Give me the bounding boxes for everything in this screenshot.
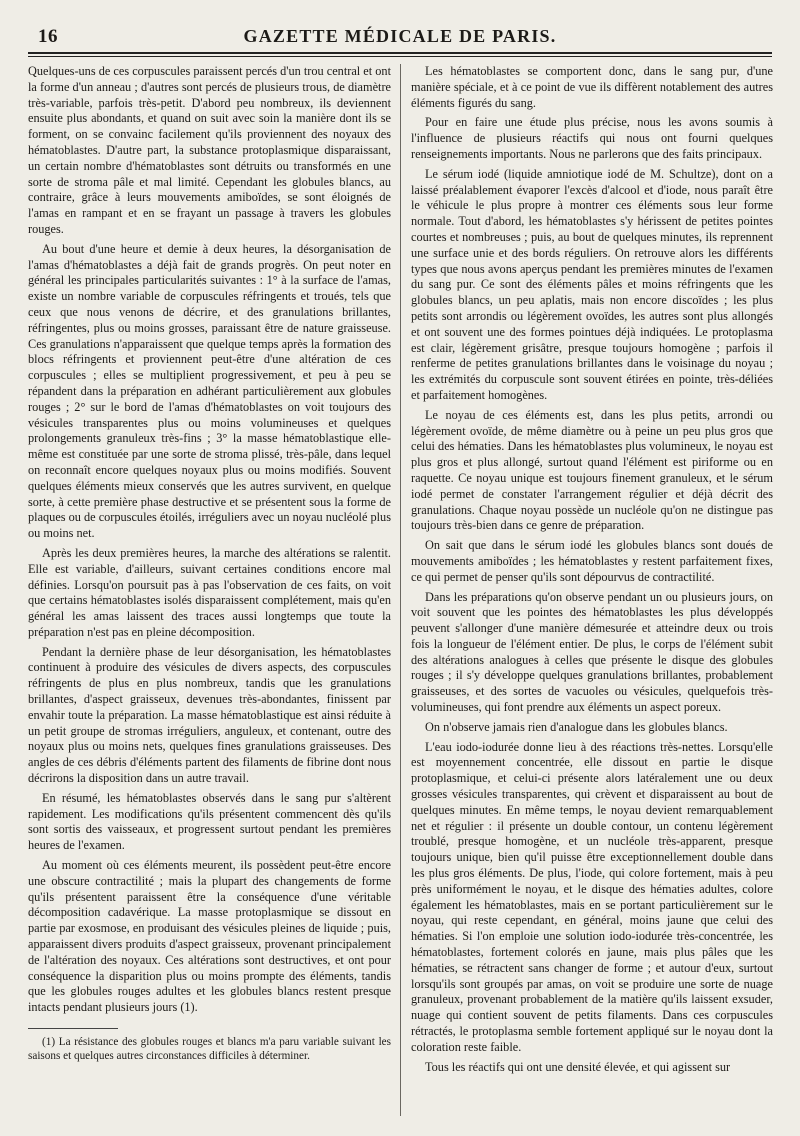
paragraph: Au bout d'une heure et demie à deux heures, la désorganisation de l'amas d'hématoblastes a déjà fait de grands progrès. On peut noter en général les principales particularités suivantes : 1° à la surface de l'amas, existe un nombre variable de corpuscules réfringents et troués, tels que ceux que nous venons de décrire, et des granulations brillantes, réfringentes, plus ou moins grosses, paraissant être de nature graisseuse. Ces granulations n'apparaissent que quelque temps après la formation des blocs réfringents et proviennent peut-être d'une altération de ces corpuscules ; elles se multiplient progressivement, et peu à peu se répandent dans la préparation en adhérant particulièrement aux globules rouges ; 2° sur le bord de l'amas d'hématoblastes on voit toujours des vésicules transparentes plus ou moins volumineuses et quelques prolongements granuleux très-fins ; 3° la masse hématoblastique elle-même est constituée par une sorte de stroma plissé, très-pâle, dans lequel on reconnaît encore quelques noyaux plus ou moins modifiés. Souvent quelques éléments mieux conservés que les autres survivent, en quelque sorte, à cette première phase destructive et se présentent sous la forme de plaques ou de corpuscules étoilés, irréguliers avec un noyau nucléolé plus ou moins net. bbox=[28, 241, 391, 541]
footnote: (1) La résistance des globules rouges et blancs m'a paru variable suivant les saisons et quelques autres circonstances difficiles à déterminer. bbox=[28, 1036, 391, 1063]
paragraph: En résumé, les hématoblastes observés dans le sang pur s'altèrent rapidement. Les modifications qu'ils présentent commencent dès qu'ils sont sortis des vaisseaux, et progressent surtout pendant les premières heures de l'examen. bbox=[28, 790, 391, 853]
paragraph: On n'observe jamais rien d'analogue dans les globules blancs. bbox=[425, 719, 728, 734]
paragraph: Après les deux premières heures, la marche des altérations se ralentit. Elle est variable, d'ailleurs, suivant certaines conditions encore mal définies. Lorsqu'on poursuit pas à pas l'observation de ces faits, on voit que certains hématoblastes isolés disparaissent complétement, mais qu'en général les amas laissent des traces aussi longtemps que toute la préparation n'est pas en pleine décomposition. bbox=[28, 545, 391, 639]
paragraph: Tous les réactifs qui ont une densité élevée, et qui agissent sur bbox=[425, 1059, 731, 1074]
paragraph: Au moment où ces éléments meurent, ils possèdent peut-être encore une obscure contractilité ; mais la plupart des changements de forme qu'ils présentent paraissent être la conséquence d'une véritable décomposition cadavérique. La masse protoplasmique se dissout en partie par exosmose, en produisant des vésicules pleines de liquide ; puis, apparaissent divers produits d'aspect graisseux, provenant principalement de l'altération des noyaux. Ces altérations sont destructives, et ont pour conséquence la disparition plus ou moins prompte des éléments, tandis que les globules rouges adultes et les globules blancs restent presque intacts pendant plusieurs jours (1). bbox=[28, 858, 391, 1015]
paragraph: Pendant la dernière phase de leur désorganisation, les hématoblastes continuent à produire des vésicules de divers aspects, des corpuscules réfringents de plus en plus nombreux, tandis que les granulations brillantes, d'aspect graisseux, devenues très-abondantes, finissent par envahir toute la préparation. La masse hématoblastique est ainsi réduite à un petit groupe de stromas irréguliers, anguleux, et contenant, outre des noyaux plus ou moins nets, quelques fines granulations graisseuses. Des angles de ces débris d'éléments partent des filaments de fibrine dont nous décrirons la disposition dans un autre travail. bbox=[28, 644, 391, 786]
left-column bbox=[28, 64, 391, 1067]
journal-title: GAZETTE MÉDICALE DE PARIS. bbox=[243, 26, 557, 46]
page-header bbox=[28, 26, 772, 48]
column-divider bbox=[400, 64, 401, 1116]
paragraph: Le noyau de ces éléments est, dans les plus petits, arrondi ou légèrement ovoïde, de même diamètre ou à peine un peu plus gros que celui des hématies. Dans les hématoblastes plus volumineux, le noyau est plus gros et plus allongé, surtout quand l'élément est piriforme ou en raquette. Ce noyau unique est toujours finement granuleux, et le sérum iodé permet de constater l'arrangement régulier et déjà décrit des granulations. Chaque noyau possède un nucléole qu'on ne distingue pas toujours très-bien dans ce genre de préparation. bbox=[411, 407, 773, 533]
paragraph: Les hématoblastes se comportent donc, dans le sang pur, d'une manière spéciale, et à ce point de vue ils diffèrent notablement des autres éléments figurés du sang. bbox=[411, 64, 773, 110]
right-column bbox=[411, 64, 773, 1079]
page-number: 16 bbox=[38, 26, 58, 47]
paragraph: Dans les préparations qu'on observe pendant un ou plusieurs jours, on voit souvent que les pointes des hématoblastes les plus développés peuvent s'allonger d'une manière démesurée et atteindre deux ou trois fois la longueur de l'élément entier. De plus, le corps de l'élément subit des altérations analogues à celles que présente le disque des globules rouges ; il s'y développe quelques granulations brillantes, probablement graisseuses, et des sortes de vacuoles ou vésicules, quelquefois très-volumineuses, qui font prendre aux éléments un aspect poreux. bbox=[411, 589, 773, 715]
header-rule bbox=[28, 52, 772, 57]
paragraph: Quelques-uns de ces corpuscules paraissent percés d'un trou central et ont la forme d'un anneau ; d'autres sont percés de plusieurs trous, de diamètre très-variable, parfois très-petit. D'abord peu nombreux, ils deviennent ensuite plus abondants, et quand on suit avec soin la manière dont ils se forment, on se convainc facilement qu'ils proviennent des noyaux des hématoblastes. D'autre part, la substance protoplasmique disparaissant, un certain nombre d'hématoblastes sont détruits ou transformés en une sorte de stroma pâle et mal limité. Cependant les globules blancs, au contraire, grâce à leurs mouvements amiboïdes, se sont éloignés de l'amas en rampant et en se frayant un passage à travers les globules rouges. bbox=[28, 64, 391, 236]
paragraph: L'eau iodo-iodurée donne lieu à des réactions très-nettes. Lorsqu'elle est moyennement concentrée, elle dissout en partie le disque protoplasmique, et celui-ci présente alors latéralement une ou deux grosses vésicules transparentes, qui crèvent et disparaissent au bout de quelques minutes. En même temps, le noyau devient remarquablement net et régulier : il présente un double contour, un contenu légèrement troublé, presque homogène, et un nucléole très-apparent, presque toujours unique, bien qu'il puisse être exceptionnellement double dans les plus gros éléments. De plus, l'iode, qui colore fortement, mais à peu près uniformément le noyau, et le disque des hématies adultes, colore également les hématoblastes, mais en se portant particulièrement sur le noyau, qui reste cependant, en général, moins jaune que celui des hématies. Si l'on emploie une solution iodo-iodurée très-concentrée, les hématoblastes, fortement colorés en jaune, mais plus pâles que les hématies, se rétractent sans changer de forme ; et autour d'eux, surtout lorsqu'ils sont groupés par amas, on voit se produire une sorte de nuage granuleux, provenant probablement de la matière qu'ils laissent exsuder, nuage qui contient souvent de petits filaments. Dans ces corpuscules rétractés, le protoplasma semble fortement appliqué sur le noyau dont la coloration reste faible. bbox=[411, 739, 773, 1054]
paragraph: Le sérum iodé (liquide amniotique iodé de M. Schultze), dont on a laissé préalablement évaporer l'excès d'alcool et d'iode, nous paraît être le véhicule le plus propre à montrer ces éléments sous leur forme normale. Tout d'abord, les hématoblastes s'y hérissent de petites pointes courtes et nombreuses ; puis, au bout de quelques minutes, ils reprennent une surface unie et des bords réguliers. On retrouve alors les différents types que nous avons aperçus pendant les premières minutes de l'examen du sang pur. Ce sont des éléments pâles et moins réfringents que les globules blancs, un peu aplatis, mais non encore discoïdes ; les plus petits sont arrondis ou légèrement ovoïdes, les autres sont plus allongés et ont souvent une des formes pointues déjà indiquées. Le protoplasma est clair, légèrement grisâtre, presque toujours homogène ; parfois il renferme de petites granulations brillantes dans le voisinage du noyau ; les extrémités du corpuscule sont souvent étirées en pointe, très-déliées et parfaitement homogènes. bbox=[411, 166, 773, 402]
paragraph: Pour en faire une étude plus précise, nous les avons soumis à l'influence de plusieurs réactifs qui nous ont fourni quelques renseignements importants. Nous ne parlerons que des faits principaux. bbox=[411, 115, 773, 161]
paragraph: On sait que dans le sérum iodé les globules blancs sont doués de mouvements amiboïdes ; les hématoblastes y restent parfaitement fixes, ce qui permet de penser qu'ils sont dépourvus de contractilité. bbox=[411, 538, 773, 584]
footnote-rule bbox=[28, 1028, 118, 1029]
